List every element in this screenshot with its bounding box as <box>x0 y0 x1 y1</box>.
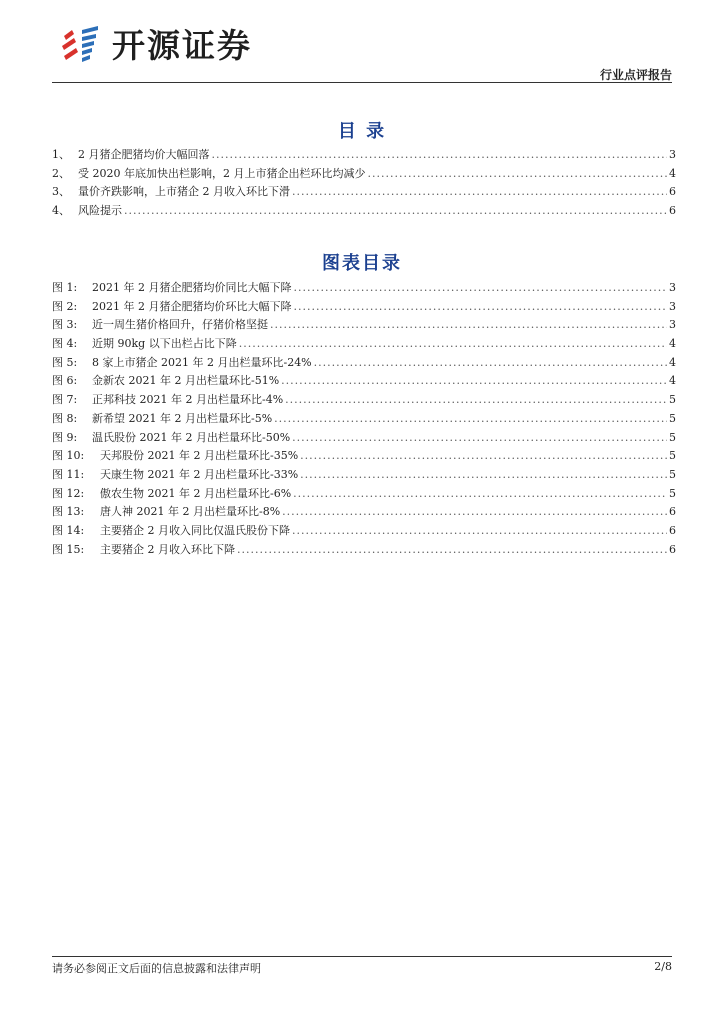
figure-entry-page: 6 <box>669 542 676 556</box>
figure-entry-text: 天康生物 2021 年 2 月出栏量环比-33% <box>100 467 299 481</box>
leader-dots <box>314 354 667 373</box>
figure-entry[interactable] <box>52 316 676 335</box>
leader-dots <box>293 279 667 298</box>
figure-entry-text: 2021 年 2 月猪企肥猪均价同比大幅下降 <box>92 281 292 294</box>
figure-entry-number: 图 3: <box>52 318 78 332</box>
figure-entry-text: 傲农生物 2021 年 2 月出栏量环比-6% <box>100 486 292 500</box>
leader-dots <box>270 316 667 335</box>
leader-dots <box>293 485 667 504</box>
figure-entry-number: 图 12: <box>52 486 85 500</box>
figure-entry-text: 近一周生猪价格回升，仔猪价格坚挺 <box>92 318 268 332</box>
brand-name: 开源证券 <box>112 26 252 65</box>
figure-entry-text: 8 家上市猪企 2021 年 2 月出栏量环比-24% <box>92 355 312 369</box>
figure-entry-text: 唐人神 2021 年 2 月出栏量环比-8% <box>100 505 281 519</box>
figure-entry-page: 3 <box>669 318 676 332</box>
figure-entry[interactable] <box>52 298 676 317</box>
figure-entry[interactable] <box>52 354 676 373</box>
leader-dots <box>212 146 668 165</box>
brand-logo <box>58 20 252 67</box>
toc-list <box>52 146 676 221</box>
toc-entry[interactable] <box>52 202 676 221</box>
leader-dots <box>274 410 667 429</box>
toc-entry-page: 4 <box>669 166 676 180</box>
toc-entry[interactable] <box>52 165 676 184</box>
figure-entry-number: 图 5: <box>52 355 78 369</box>
toc-entry-page: 6 <box>669 204 676 218</box>
figure-entry[interactable] <box>52 279 676 298</box>
toc-entry-page: 3 <box>669 148 676 161</box>
toc-entry-number: 4、 <box>52 204 70 218</box>
figure-entry-text: 新希望 2021 年 2 月出栏量环比-5% <box>92 411 273 425</box>
figure-entry-page: 4 <box>669 374 676 388</box>
report-type-label: 行业点评报告 <box>599 68 672 82</box>
leader-dots <box>300 466 667 485</box>
leader-dots <box>124 202 667 221</box>
figure-entry-number: 图 1: <box>52 281 78 294</box>
leader-dots <box>292 522 667 541</box>
figure-entry-page: 3 <box>669 299 676 313</box>
figure-entry[interactable] <box>52 503 676 522</box>
figure-entry-text: 金新农 2021 年 2 月出栏量环比-51% <box>92 374 280 388</box>
figure-entry-number: 图 10: <box>52 449 85 463</box>
figure-entry-page: 5 <box>669 449 676 463</box>
leader-dots <box>292 183 667 202</box>
figure-entry-text: 正邦科技 2021 年 2 月出栏量环比-4% <box>92 393 284 407</box>
figure-entry-text: 主要猪企 2 月收入同比仅温氏股份下降 <box>100 523 290 537</box>
toc-entry-text: 量价齐跌影响，上市猪企 2 月收入环比下滑 <box>78 185 290 199</box>
figure-entry[interactable] <box>52 522 676 541</box>
toc-entry[interactable] <box>52 183 676 202</box>
figure-entry-number: 图 2: <box>52 299 78 313</box>
figure-entry-number: 图 15: <box>52 542 85 556</box>
toc-entry-page: 6 <box>669 185 676 199</box>
figures-list <box>52 279 676 559</box>
figure-entry-text: 2021 年 2 月猪企肥猪均价环比大幅下降 <box>92 299 292 313</box>
figure-entry-text: 温氏股份 2021 年 2 月出栏量环比-50% <box>92 430 291 444</box>
leader-dots <box>239 335 667 354</box>
figure-entry-number: 图 11: <box>52 467 85 481</box>
figure-entry[interactable] <box>52 429 676 448</box>
leader-dots <box>300 447 667 466</box>
figure-entry[interactable] <box>52 410 676 429</box>
toc-entry-text: 风险提示 <box>78 204 122 218</box>
leader-dots <box>285 391 667 410</box>
figure-entry-page: 6 <box>669 523 676 537</box>
figure-entry-text: 近期 90kg 以下出栏占比下降 <box>92 337 237 351</box>
figure-entry-page: 4 <box>669 337 676 351</box>
figure-entry-page: 5 <box>669 467 676 481</box>
figure-entry-text: 主要猪企 2 月收入环比下降 <box>100 542 235 556</box>
footer-divider <box>52 956 672 957</box>
figure-entry[interactable] <box>52 335 676 354</box>
figure-entry[interactable] <box>52 485 676 504</box>
leader-dots <box>282 503 667 522</box>
figure-entry-number: 图 6: <box>52 374 78 388</box>
figure-entry-number: 图 13: <box>52 505 85 519</box>
leader-dots <box>237 541 667 560</box>
leader-dots <box>281 372 667 391</box>
toc-entry-number: 2、 <box>52 166 70 180</box>
figures-title: 图表目录 <box>322 253 402 274</box>
leader-dots <box>367 165 667 184</box>
leader-dots <box>292 429 667 448</box>
figure-entry-number: 图 14: <box>52 523 85 537</box>
page-header <box>0 0 724 84</box>
footer-page-number: 2/8 <box>654 960 672 973</box>
figure-entry-page: 4 <box>669 355 676 369</box>
figure-entry-page: 6 <box>669 505 676 519</box>
toc-entry-number: 1、 <box>52 148 70 161</box>
toc-title: 目 录 <box>337 121 387 142</box>
toc-entry-number: 3、 <box>52 185 70 199</box>
brand-logo-icon <box>58 24 106 64</box>
figure-entry-page: 5 <box>669 393 676 407</box>
leader-dots <box>293 298 667 317</box>
figure-entry-number: 图 7: <box>52 393 78 407</box>
figure-entry[interactable] <box>52 447 676 466</box>
toc-entry-text: 受 2020 年底加快出栏影响，2 月上市猪企出栏环比均减少 <box>78 166 366 180</box>
figure-entry-page: 5 <box>669 430 676 444</box>
figure-entry-text: 天邦股份 2021 年 2 月出栏量环比-35% <box>100 449 299 463</box>
figure-entry[interactable] <box>52 372 676 391</box>
figure-entry-page: 5 <box>669 486 676 500</box>
toc-entry-text: 2 月猪企肥猪均价大幅回落 <box>78 148 210 161</box>
figure-entry[interactable] <box>52 466 676 485</box>
figure-entry[interactable] <box>52 391 676 410</box>
figure-entry-number: 图 9: <box>52 430 78 444</box>
figure-entry-page: 3 <box>669 281 676 294</box>
footer-disclaimer: 请务必参阅正文后面的信息披露和法律声明 <box>52 962 261 975</box>
toc-entry[interactable] <box>52 146 676 165</box>
figure-entry-number: 图 4: <box>52 337 78 351</box>
header-divider <box>52 82 672 83</box>
figure-entry[interactable] <box>52 541 676 560</box>
figure-entry-page: 5 <box>669 411 676 425</box>
figure-entry-number: 图 8: <box>52 411 78 425</box>
